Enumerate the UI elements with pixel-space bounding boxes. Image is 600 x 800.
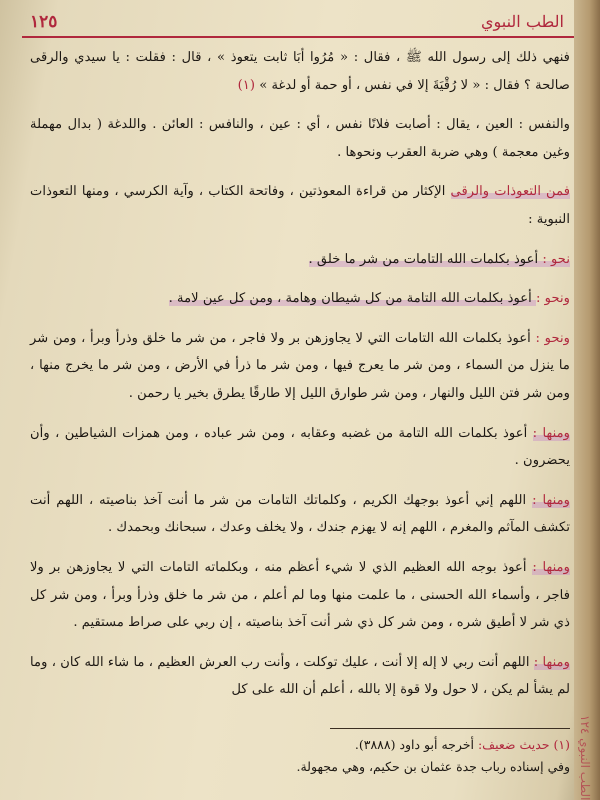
paragraph-text: اللهم أنت ربي لا إله إلا أنت ، عليك توكلت ، وأنت رب العرش العظيم ، ما شاء الله كان ، وما لم يشأ لم يكن ، لا حول ولا قوة إلا بالله ، أعلم أن الله على كل	[30, 654, 570, 698]
paragraph	[30, 487, 570, 542]
footnote-text: وفي إسناده رباب جدة عثمان بن حكيم، وهي مجهولة.	[296, 759, 570, 774]
paragraph-lead: ونحو :	[536, 291, 570, 307]
paragraph-lead: نحو :	[542, 251, 570, 267]
paragraph	[30, 420, 570, 475]
paragraph-text: أعوذ بكلمات الله التامات التي لا يجاوزهن بر ولا فاجر ، من شر ما خلق وذرأ وبرأ ، ومن شر ما ينزل من السماء ، ومن شر ما يعرج فيها ، ومن شر ما ذرأ في الأرض ، ومن شر ما يخرج منها ، ومن شر فتن الليل والنهار ، ومن شر طوارق الليل إلا طارقًا يطرق بخير يا رحمن .	[30, 330, 570, 401]
paragraph-lead: ونحو :	[535, 330, 570, 346]
page-edge	[574, 0, 600, 800]
paragraph-text: الإكثار من قراءة المعوذتين ، وفاتحة الكتاب ، وآية الكرسي ، ومنها التعوذات النبوية :	[30, 184, 570, 227]
paragraph	[30, 44, 570, 99]
paragraph-text: أعوذ بكلمات الله التامة من غضبه وعقابه ، ومن شر عباده ، ومن همزات الشياطين ، وأن يحضرون .	[30, 425, 570, 469]
paragraph-text: أعوذ بكلمات الله التامة من كل شيطان وهامة ، ومن كل عين لامة .	[168, 291, 536, 307]
paragraph	[30, 554, 570, 637]
running-title: الطب النبوي	[480, 12, 564, 31]
paragraph-text: فنهي ذلك إلى رسول الله ﷺ ، فقال : « مُرُوا أبَا ثابت يتعوذ » ، قال : فقلت : يا سيدي والرقى صالحة ؟ فقال : « لا رُقْيَةَ إلا في نفس ، أو حمة أو لدغة »	[30, 50, 570, 93]
paragraph-text: أعوذ بوجه الله العظيم الذي لا شيء أعظم منه ، وبكلماته التامات التي لا يجاوزهن بر ولا فاجر ، وأسماء الله الحسنى ، ما علمت منها وما لم أعلم ، من شر ما خلق وذرأ وبرأ ، ومن شر كل ذي شر لا أطيق شره ، ومن شر كل ذي شر أنت آخذ بناصيته ، إن ربي على صراط مستقيم .	[30, 559, 570, 631]
footnote	[30, 756, 570, 778]
paragraph-lead: فمن التعوذات والرقى	[450, 184, 571, 200]
page-number: ١٢٥	[30, 12, 58, 32]
footnote-text: أخرجه أبو داود (٣٨٨٨).	[354, 737, 478, 752]
paragraph-lead: ومنها :	[532, 492, 570, 508]
paragraph-lead: ومنها :	[532, 425, 571, 441]
paragraph-text: والنفس : العين ، يقال : أصابت فلانًا نفس ، أي : عين ، والنافس : العائن . واللدغة ( بدال مهملة وغين معجمة ) وهي ضربة العقرب ونحوها .	[30, 117, 570, 160]
footnote-ref: (١)	[237, 77, 255, 93]
paragraph	[30, 246, 570, 274]
page-body	[30, 44, 570, 716]
footnote-rule	[330, 728, 570, 729]
paragraph-lead: ومنها :	[533, 654, 570, 670]
page-header	[22, 8, 578, 38]
paragraph-text: أعوذ بكلمات الله التامات من شر ما خلق .	[308, 251, 543, 267]
paragraph	[30, 649, 570, 704]
paragraph	[30, 285, 570, 313]
footnote	[30, 734, 570, 756]
paragraph	[30, 325, 570, 408]
footnote-label: (١) حديث ضعيف:	[477, 737, 570, 752]
paragraph-lead: ومنها :	[532, 559, 570, 575]
header-rule	[22, 36, 578, 38]
footnotes	[30, 734, 570, 778]
paragraph	[30, 111, 570, 166]
bleed-through-text: الطب النبوي ١٢٤	[578, 714, 592, 800]
paragraph-text: اللهم إني أعوذ بوجهك الكريم ، وكلماتك التامات من شر ما أنت آخذ بناصيته ، اللهم أنت تكشف المآثم والمغرم ، اللهم إنه لا يهزم جندك ، ولا يخلف وعدك ، سبحانك وبحمدك .	[30, 492, 570, 536]
paragraph	[30, 178, 570, 233]
